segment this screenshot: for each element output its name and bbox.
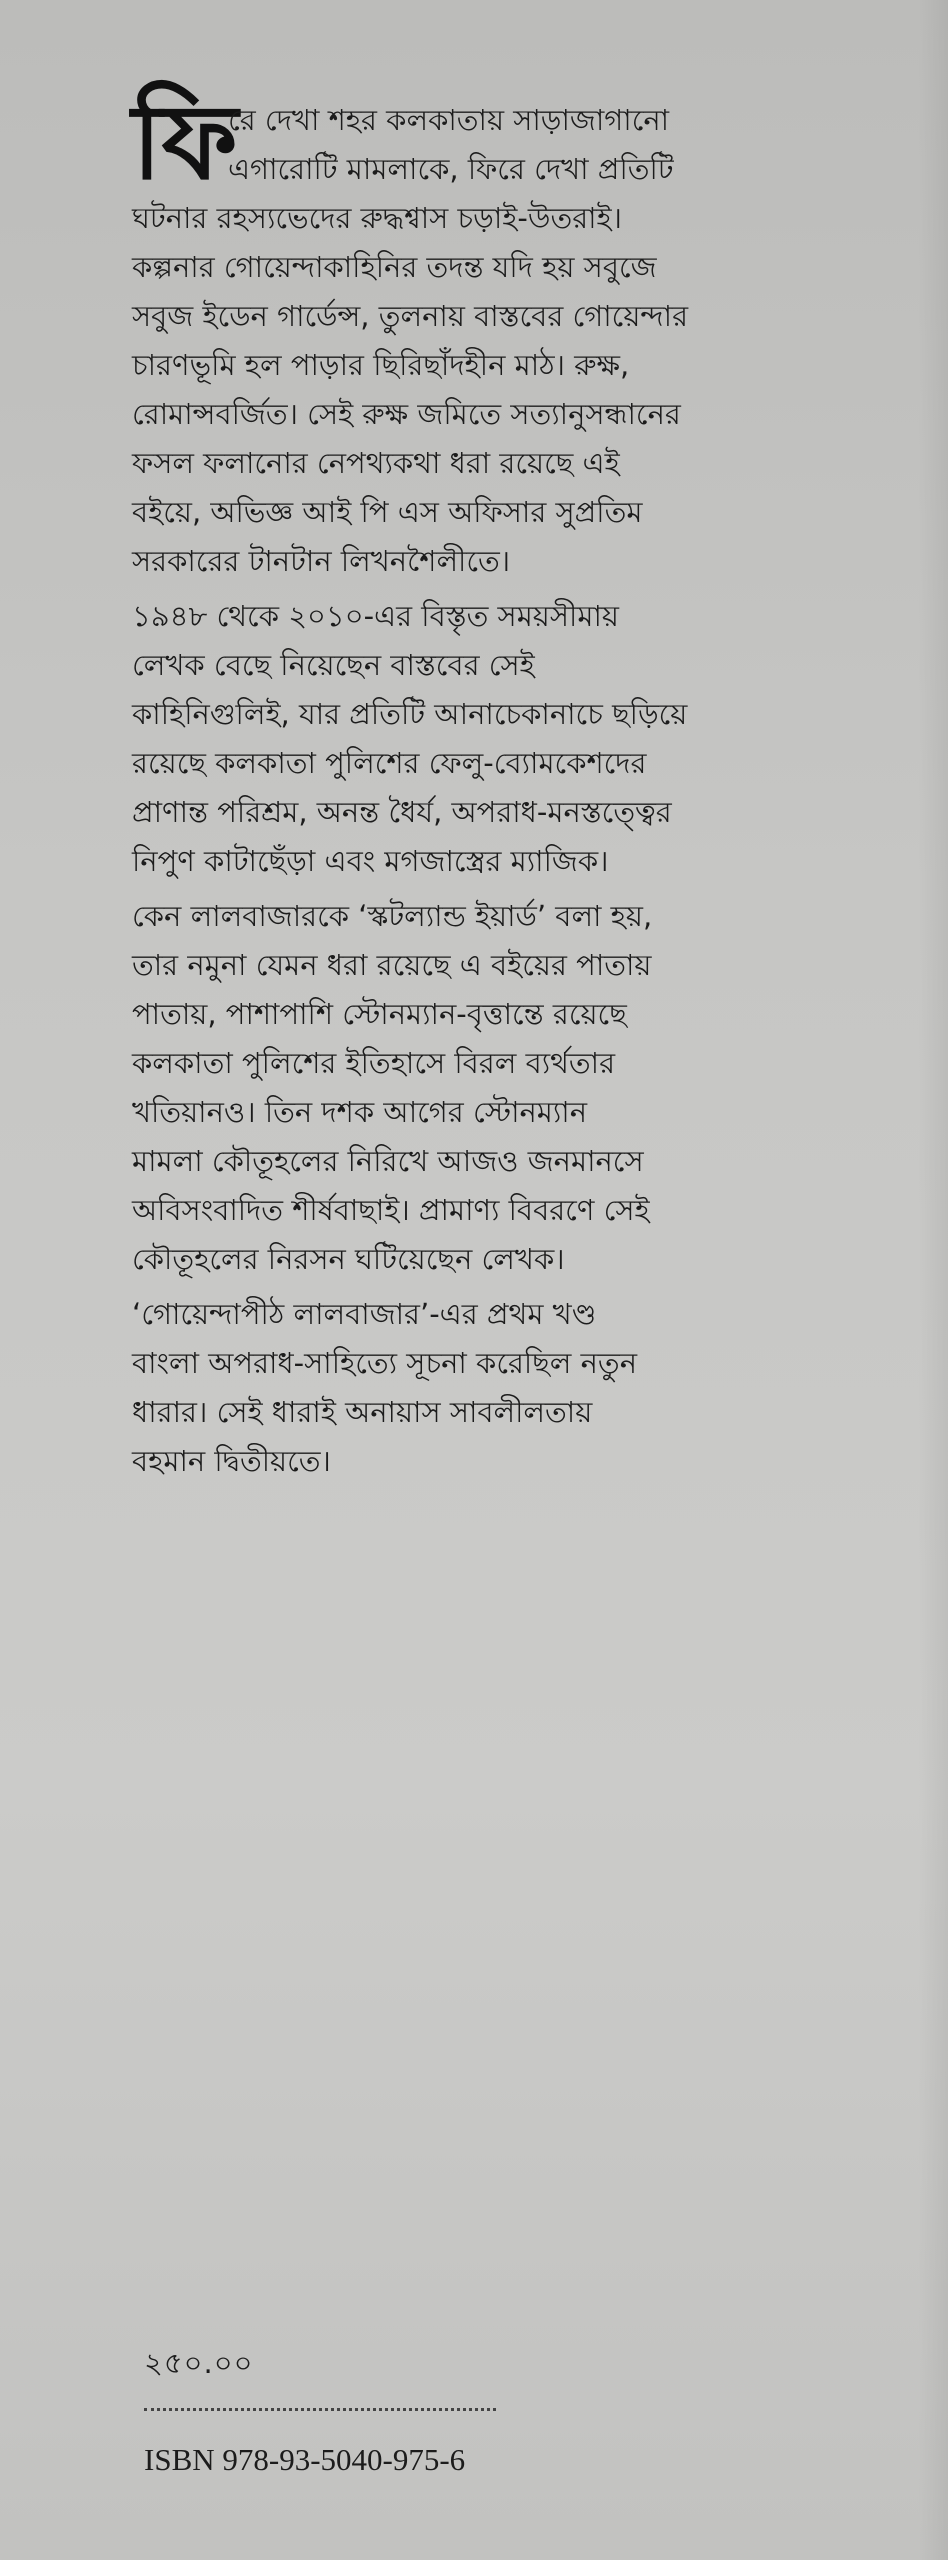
text-line: খতিয়ানও। তিন দশক আগের স্টোনম্যান (132, 1095, 588, 1129)
blurb-paragraph-4 (132, 1290, 872, 1486)
text-line: রোমান্সবর্জিত। সেই রুক্ষ জমিতে সত্যানুসন্ধানের (132, 397, 681, 431)
page-edge-shadow (918, 0, 948, 2560)
text-line: ‘গোয়েন্দাপীঠ লালবাজার’-এর প্রথম খণ্ড (132, 1297, 597, 1331)
text-line: ১৯৪৮ থেকে ২০১০-এর বিস্তৃত সময়সীমায় (132, 599, 619, 633)
blurb-paragraph-3 (132, 892, 872, 1284)
text-line: ধারার। সেই ধারাই অনায়াস সাবলীলতায় (132, 1395, 593, 1429)
isbn-number: ISBN 978-93-5040-975-6 (144, 2442, 466, 2477)
text-line: ফসল ফলানোর নেপথ্যকথা ধরা রয়েছে এই (132, 446, 620, 480)
text-line: লেখক বেছে নিয়েছেন বাস্তবের সেই (132, 648, 535, 682)
blurb-paragraph-1 (132, 81, 872, 586)
text-line: অবিসংবাদিত শীর্ষবাছাই। প্রামাণ্য বিবরণে সেই (132, 1193, 650, 1227)
text-line: বাংলা অপরাধ-সাহিত্যে সূচনা করেছিল নতুন (132, 1346, 638, 1380)
text-line: কল্পনার গোয়েন্দাকাহিনির তদন্ত যদি হয় সবুজে (132, 250, 657, 284)
text-line: সরকারের টানটান লিখনশৈলীতে। (132, 544, 511, 578)
text-line: তার নমুনা যেমন ধরা রয়েছে এ বইয়ের পাতায় (132, 948, 652, 982)
price-label: ২৫০.০০ (144, 2346, 254, 2380)
blurb-paragraph-2 (132, 592, 872, 886)
text-line: এগারোটি মামলাকে, ফিরে দেখা প্রতিটি (228, 152, 674, 186)
text-line: সবুজ ইডেন গার্ডেন্স, তুলনায় বাস্তবের গোয়েন্দার (132, 299, 689, 333)
text-line: কৌতূহলের নিরসন ঘটিয়েছেন লেখক। (132, 1242, 565, 1276)
text-line: রে দেখা শহর কলকাতায় সাড়াজাগানো (228, 103, 670, 137)
text-line: ঘটনার রহস্যভেদের রুদ্ধশ্বাস চড়াই-উতরাই। (132, 201, 623, 235)
text-line: মামলা কৌতূহলের নিরিখে আজও জনমানসে (132, 1144, 644, 1178)
back-cover-blurb (132, 81, 872, 1492)
dropcap-row (132, 81, 872, 203)
text-line: কাহিনিগুলিই, যার প্রতিটি আনাচেকানাচে ছড়িয়ে (132, 697, 688, 731)
text-line: প্রাণান্ত পরিশ্রম, অনন্ত ধৈর্য, অপরাধ-মনস্তত্ত্বের (132, 795, 672, 829)
text-line: পাতায়, পাশাপাশি স্টোনম্যান-বৃত্তান্তে রয়েছে (132, 997, 627, 1031)
dropcap-letter: ফি (132, 81, 238, 203)
dotted-divider (144, 2408, 496, 2411)
text-line: কলকাতা পুলিশের ইতিহাসে বিরল ব্যর্থতার (132, 1046, 616, 1080)
text-line: চারণভূমি হল পাড়ার ছিরিছাঁদহীন মাঠ। রুক্ষ, (132, 348, 630, 382)
text-line: বইয়ে, অভিজ্ঞ আই পি এস অফিসার সুপ্রতিম (132, 495, 643, 529)
text-line: রয়েছে কলকাতা পুলিশের ফেলু-ব্যোমকেশদের (132, 746, 647, 780)
text-line: কেন লালবাজারকে ‘স্কটল্যান্ড ইয়ার্ড’ বলা হয়, (132, 899, 653, 933)
text-line: নিপুণ কাটাছেঁড়া এবং মগজাস্ত্রের ম্যাজিক। (132, 844, 609, 878)
text-line: বহমান দ্বিতীয়তে। (132, 1444, 331, 1478)
